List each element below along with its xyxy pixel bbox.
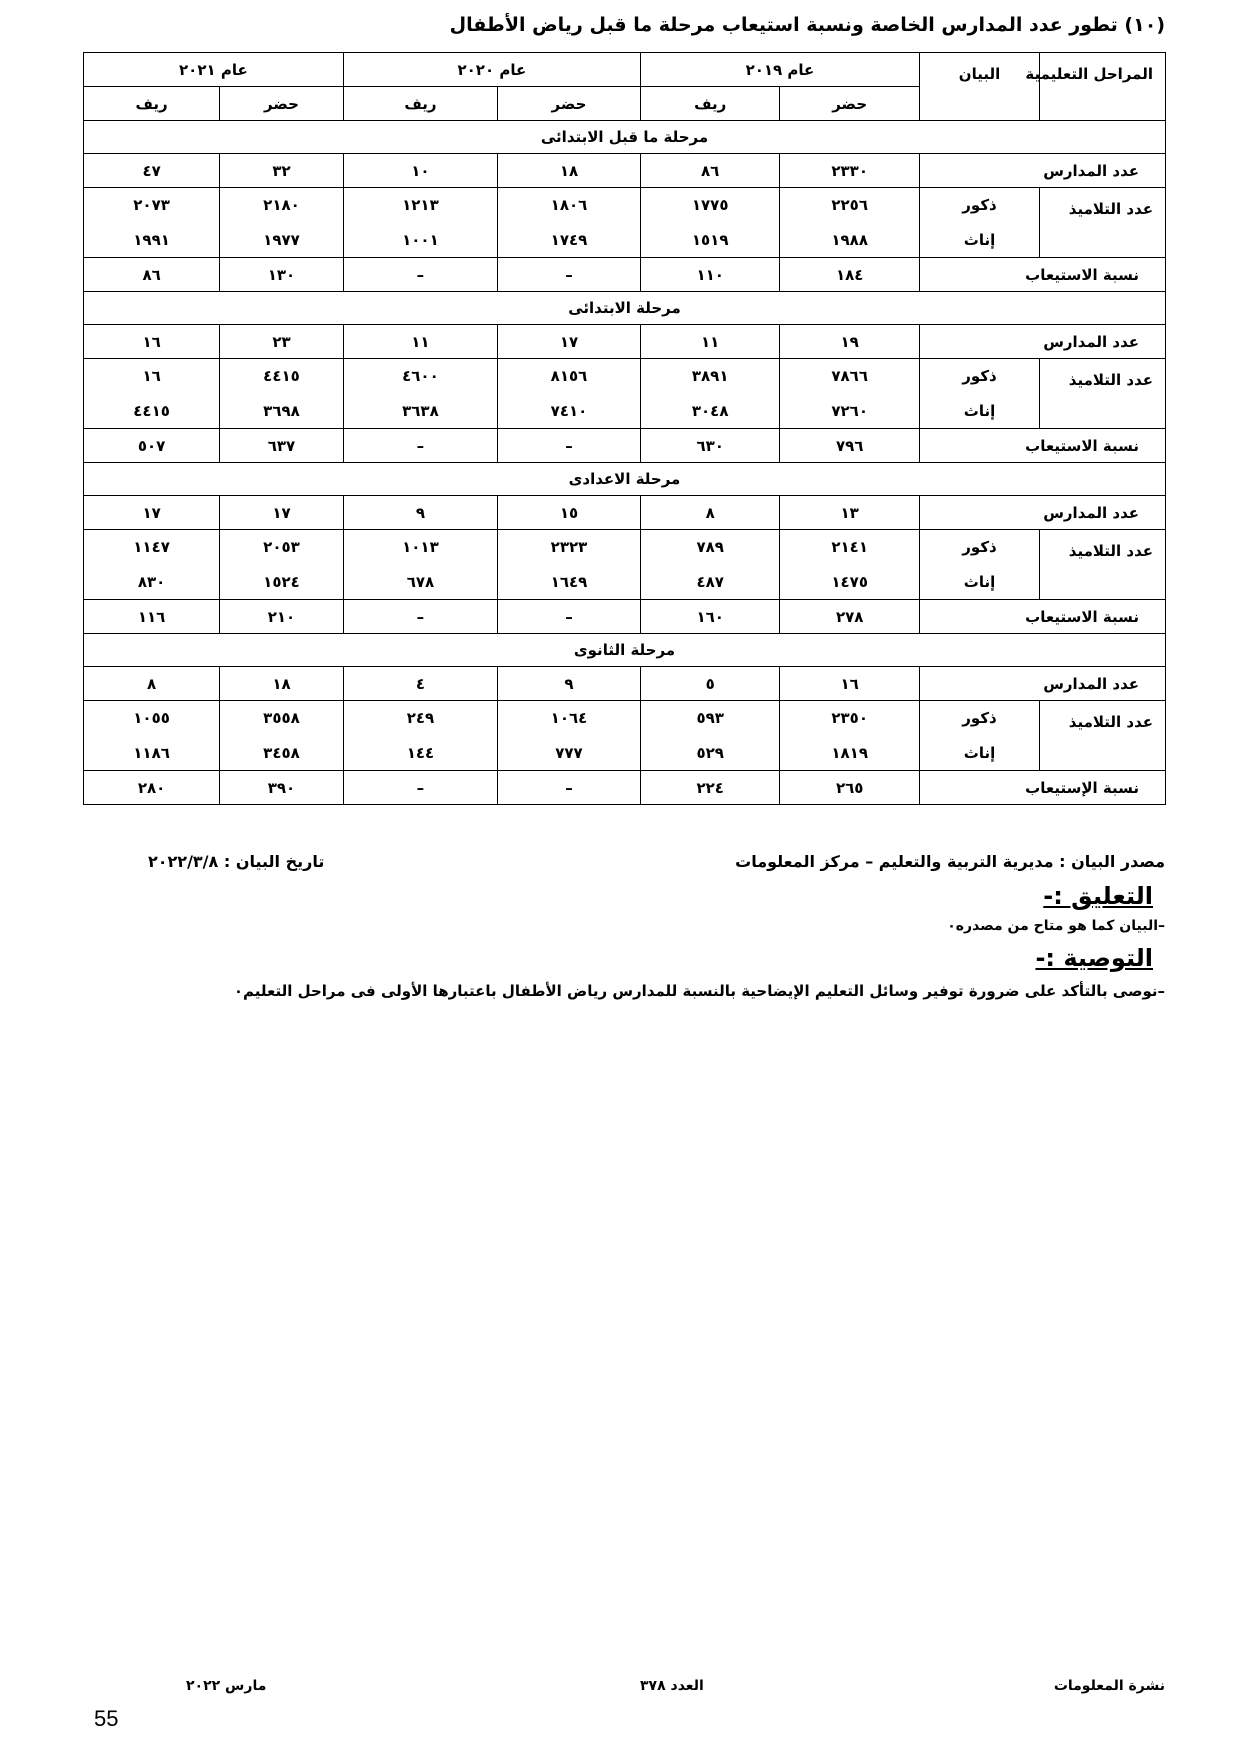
gender-labels (919, 701, 1039, 771)
absorption-value: ٥٠٧ (84, 429, 220, 463)
students-label: عدد التلاميذ (1040, 359, 1166, 429)
male-value: ٨١٥٦ (550, 367, 588, 385)
schools-value: ٨٦ (640, 154, 780, 188)
schools-value: ٨ (640, 496, 780, 530)
table-row (84, 359, 1166, 429)
female-value: ١٧٤٩ (550, 231, 588, 249)
female-value: ١٤٧٥ (831, 573, 868, 591)
students-value (220, 359, 344, 429)
comment-text: –البيان كما هو متاح من مصدره٠ (947, 918, 1165, 934)
male-value: ١٢١٣ (402, 196, 439, 214)
schools-label: عدد المدارس (919, 325, 1165, 359)
recommendation-heading: التوصية :- (1035, 944, 1153, 972)
absorption-value: ٢٢٤ (640, 771, 780, 805)
male-value: ٥٩٣ (696, 709, 724, 727)
gender-labels (919, 530, 1039, 600)
absorption-value: ٢٦٥ (780, 771, 919, 805)
table-row (84, 530, 1166, 600)
students-value (343, 188, 497, 258)
absorption-value: ١٨٤ (780, 258, 919, 292)
schools-value: ١٧ (84, 496, 220, 530)
page-title: (١٠) تطور عدد المدارس الخاصة ونسبة استيعاب مرحلة ما قبل رياض الأطفال (449, 14, 1165, 36)
male-value: ٢١٤١ (831, 538, 868, 556)
table-row (84, 771, 1166, 805)
schools-value: ٣٢ (220, 154, 344, 188)
female-value: ٣٦٣٨ (402, 402, 439, 420)
footer-publication: نشرة المعلومات (1053, 1678, 1165, 1694)
schools-value: ١٣ (780, 496, 919, 530)
schools-value: ٤ (343, 667, 497, 701)
students-label: عدد التلاميذ (1040, 701, 1166, 771)
header-rural-2019: ريف (640, 87, 780, 121)
absorption-value: ١٦٠ (640, 600, 780, 634)
male-value: ٢٤٩ (406, 709, 435, 727)
students-value (84, 530, 220, 600)
section-title: مرحلة الاعدادى (84, 463, 1166, 496)
section-title: مرحلة الابتدائى (84, 292, 1166, 325)
students-value (220, 701, 344, 771)
female-value: ٥٢٩ (696, 744, 724, 762)
absorption-value: – (343, 771, 497, 805)
female-value: ٣٠٤٨ (691, 402, 729, 420)
table-row (84, 600, 1166, 634)
header-year-2020: عام ٢٠٢٠ (343, 53, 640, 87)
female-value: ٧٧٧ (555, 744, 583, 762)
female-value: ١٩٩١ (133, 231, 170, 249)
absorption-label: نسبة الاستيعاب (919, 600, 1165, 634)
schools-value: ١٧ (498, 325, 641, 359)
absorption-value: ٧٩٦ (780, 429, 919, 463)
absorption-value: ١١٠ (640, 258, 780, 292)
table-row (84, 325, 1166, 359)
female-label: إناث (963, 744, 996, 762)
male-label: ذكور (962, 709, 997, 727)
header-rural-2020: ريف (343, 87, 497, 121)
header-urban-2020: حضر (498, 87, 641, 121)
female-value: ٣٦٩٨ (263, 402, 300, 420)
schools-value: ٩ (498, 667, 641, 701)
table-row (84, 429, 1166, 463)
male-value: ٢٠٧٣ (133, 196, 170, 214)
footer-month: مارس ٢٠٢٢ (186, 1678, 267, 1694)
section-row (84, 634, 1166, 667)
absorption-value: ٢١٠ (220, 600, 344, 634)
female-value: ٧٤١٠ (550, 402, 588, 420)
male-value: ٢٢٥٦ (831, 196, 868, 214)
female-value: ١٦٤٩ (550, 573, 588, 591)
absorption-value: ٨٦ (84, 258, 220, 292)
header-item: البيان (919, 53, 1039, 121)
students-value (640, 701, 780, 771)
female-label: إناث (963, 231, 996, 249)
students-value (640, 530, 780, 600)
female-value: ١٥٢٤ (263, 573, 300, 591)
section-title: مرحلة الثانوى (84, 634, 1166, 667)
absorption-value: ٣٩٠ (220, 771, 344, 805)
male-value: ١٠١٣ (402, 538, 439, 556)
absorption-value: – (343, 429, 497, 463)
schools-value: ١٧ (220, 496, 344, 530)
students-value (498, 188, 641, 258)
schools-value: ١٨ (220, 667, 344, 701)
male-value: ٧٨٦٦ (831, 367, 868, 385)
male-value: ٣٥٥٨ (263, 709, 300, 727)
schools-value: ٩ (343, 496, 497, 530)
female-value: ١٥١٩ (691, 231, 729, 249)
schools-value: ٤٧ (84, 154, 220, 188)
absorption-value: ٦٣٧ (220, 429, 344, 463)
students-value (498, 359, 641, 429)
absorption-value: ٢٧٨ (780, 600, 919, 634)
students-value (84, 701, 220, 771)
section-row (84, 463, 1166, 496)
header-urban-2019: حضر (780, 87, 919, 121)
students-label: عدد التلاميذ (1040, 188, 1166, 258)
absorption-value: – (343, 258, 497, 292)
male-value: ٣٨٩١ (691, 367, 729, 385)
absorption-label: نسبة الاستيعاب (919, 258, 1165, 292)
female-label: إناث (963, 402, 996, 420)
students-value (780, 359, 919, 429)
male-value: ١٠٥٥ (133, 709, 170, 727)
absorption-value: ٢٨٠ (84, 771, 220, 805)
absorption-value: ١٣٠ (220, 258, 344, 292)
absorption-label: نسبة الإستيعاب (919, 771, 1165, 805)
header-urban-2021: حضر (220, 87, 344, 121)
students-label: عدد التلاميذ (1040, 530, 1166, 600)
comment-heading: التعليق :- (1043, 882, 1153, 910)
recommendation-text: –نوصى بالتأكد على ضرورة توفير وسائل التعليم الإيضاحية بالنسبة للمدارس رياض الأطفال باعتبارها الأولى فى مراحل التعليم٠ (233, 982, 1165, 1000)
absorption-value: – (498, 258, 641, 292)
female-value: ١٩٧٧ (263, 231, 300, 249)
female-value: ١٩٨٨ (831, 231, 868, 249)
schools-value: ٥ (640, 667, 780, 701)
table-row (84, 188, 1166, 258)
female-value: ١١٨٦ (133, 744, 170, 762)
students-value (498, 530, 641, 600)
table-row (84, 154, 1166, 188)
students-value (220, 188, 344, 258)
table-row (84, 496, 1166, 530)
students-value (640, 188, 780, 258)
schools-value: ١٩ (780, 325, 919, 359)
male-label: ذكور (962, 196, 997, 214)
female-label: إناث (963, 573, 996, 591)
students-value (343, 359, 497, 429)
students-value (780, 530, 919, 600)
absorption-value: – (498, 771, 641, 805)
page-number: 55 (94, 1706, 119, 1731)
male-label: ذكور (962, 367, 997, 385)
male-value: ١٦ (142, 367, 161, 385)
absorption-value: – (498, 429, 641, 463)
absorption-value: ٦٣٠ (640, 429, 780, 463)
absorption-value: – (343, 600, 497, 634)
female-value: ١٨١٩ (831, 744, 868, 762)
schools-label: عدد المدارس (919, 496, 1165, 530)
female-value: ٨٣٠ (137, 573, 166, 591)
header-year-2021: عام ٢٠٢١ (84, 53, 344, 87)
gender-labels (919, 188, 1039, 258)
header-year-2019: عام ٢٠١٩ (640, 53, 919, 87)
section-row (84, 121, 1166, 154)
students-value (498, 701, 641, 771)
data-source: مصدر البيان : مديرية التربية والتعليم – مركز المعلومات (735, 852, 1165, 871)
schools-value: ١١ (640, 325, 780, 359)
statistics-table (83, 52, 1166, 805)
students-value (343, 701, 497, 771)
students-value (780, 701, 919, 771)
students-value (343, 530, 497, 600)
schools-label: عدد المدارس (919, 667, 1165, 701)
female-value: ٣٤٥٨ (263, 744, 300, 762)
table-row (84, 667, 1166, 701)
female-value: ١٠٠١ (402, 231, 439, 249)
female-value: ١٤٤ (406, 744, 435, 762)
section-row (84, 292, 1166, 325)
table-row (84, 258, 1166, 292)
schools-value: ١٨ (498, 154, 641, 188)
schools-value: ١٠ (343, 154, 497, 188)
students-value (780, 188, 919, 258)
schools-value: ١٦ (780, 667, 919, 701)
male-value: ٢٠٥٣ (263, 538, 300, 556)
absorption-value: – (498, 600, 641, 634)
schools-label: عدد المدارس (919, 154, 1165, 188)
absorption-label: نسبة الاستيعاب (919, 429, 1165, 463)
male-value: ٢٣٢٣ (550, 538, 588, 556)
data-date: تاريخ البيان : ٢٠٢٢/٣/٨ (148, 852, 325, 871)
schools-value: ٨ (84, 667, 220, 701)
section-title: مرحلة ما قبل الابتدائى (84, 121, 1166, 154)
schools-value: ١١ (343, 325, 497, 359)
students-value (220, 530, 344, 600)
schools-value: ٢٣ (220, 325, 344, 359)
header-stages: المراحل التعليمية (1040, 53, 1166, 121)
female-value: ٤٨٧ (696, 573, 724, 591)
male-value: ١٧٧٥ (691, 196, 729, 214)
male-label: ذكور (962, 538, 997, 556)
female-value: ٧٢٦٠ (831, 402, 868, 420)
male-value: ٤٤١٥ (263, 367, 300, 385)
schools-value: ١٦ (84, 325, 220, 359)
footer-issue: العدد ٣٧٨ (640, 1678, 704, 1694)
male-value: ٤٦٠٠ (402, 367, 439, 385)
male-value: ٢٣٥٠ (831, 709, 868, 727)
schools-value: ١٥ (498, 496, 641, 530)
female-value: ٤٤١٥ (133, 402, 170, 420)
male-value: ٧٨٩ (696, 538, 724, 556)
male-value: ١٠٦٤ (550, 709, 588, 727)
table-row (84, 701, 1166, 771)
male-value: ١١٤٧ (133, 538, 170, 556)
students-value (84, 188, 220, 258)
female-value: ٦٧٨ (406, 573, 435, 591)
male-value: ١٨٠٦ (550, 196, 588, 214)
male-value: ٢١٨٠ (263, 196, 300, 214)
students-value (640, 359, 780, 429)
students-value (84, 359, 220, 429)
absorption-value: ١١٦ (84, 600, 220, 634)
header-rural-2021: ريف (84, 87, 220, 121)
gender-labels (919, 359, 1039, 429)
schools-value: ٢٣٣٠ (780, 154, 919, 188)
